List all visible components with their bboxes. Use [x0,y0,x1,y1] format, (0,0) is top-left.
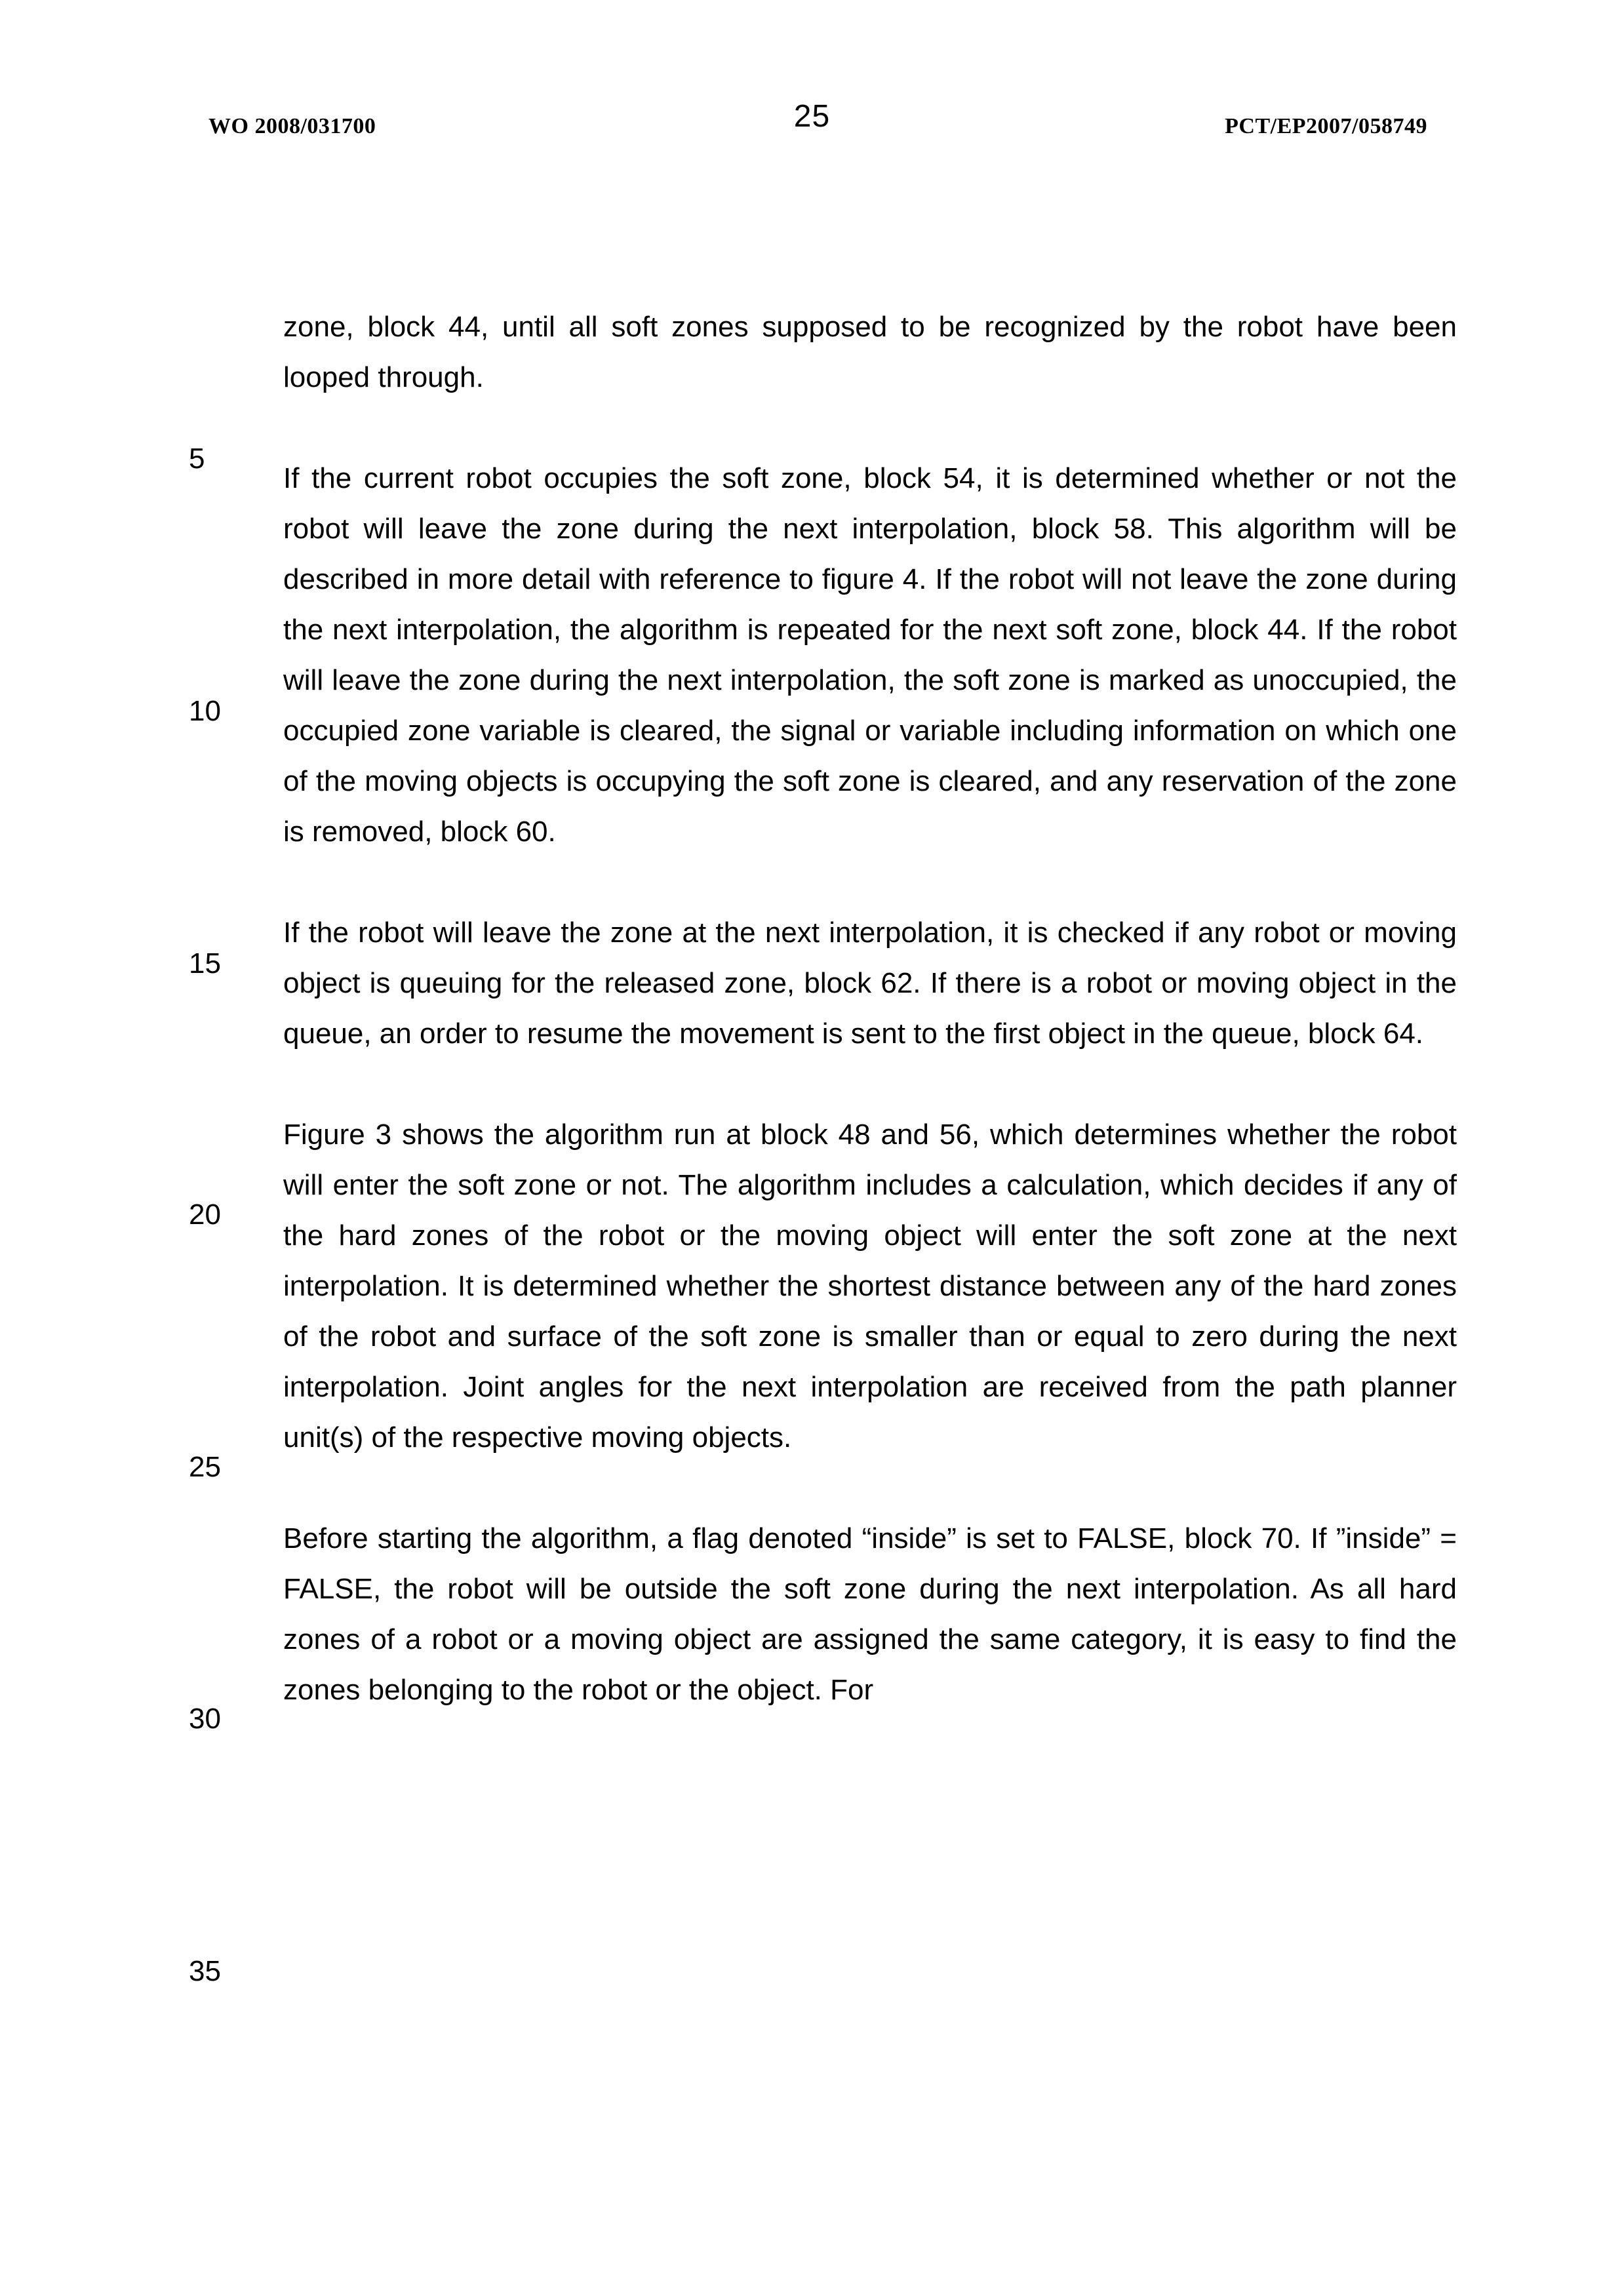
line-number-10: 10 [189,695,221,727]
paragraph-4: Figure 3 shows the algorithm run at block 48 and 56, which determines whether the robot will enter the soft zone or not. The algorithm includes a calculation, which decides if any of the hard zones of the robot or the moving object will enter the soft zone at the next interpolation. It is determined whether the shortest distance between any of the hard zones of the robot and surface of the soft zone is smaller than or equal to zero during the next interpolation. Joint angles for the next interpolation are received from the path planner unit(s) of the respective moving objects. [283,1118,1457,1454]
paragraph-3: If the robot will leave the zone at the next interpolation, it is checked if any robot or moving object is queuing for the released zone, block 62. If there is a robot or moving object in the queue, an order to resume the movement is sent to the first object in the queue, block 64. [283,917,1457,1050]
line-number-5: 5 [189,443,205,475]
line-number-20: 20 [189,1198,221,1231]
text-column [283,302,1457,1715]
application-number: PCT/EP2007/058749 [1225,114,1427,138]
line-number-35: 35 [189,1955,221,1987]
paragraph-2: If the current robot occupies the soft zone, block 54, it is determined whether or not the robot will leave the zone during the next interpolation, block 58. This algorithm will be described in more detail with reference to figure 4. If the robot will not leave the zone during the next interpolation, the algorithm is repeated for the next soft zone, block 44. If the robot will leave the zone during the next interpolation, the soft zone is marked as unoccupied, the occupied zone variable is cleared, the signal or variable including information on which one of the moving objects is occupying the soft zone is cleared, and any reservation of the zone is removed, block 60. [283,462,1457,848]
publication-number: WO 2008/031700 [208,114,376,138]
line-number-30: 30 [189,1703,221,1735]
document-body [0,302,1624,1987]
paragraph-1: zone, block 44, until all soft zones supposed to be recognized by the robot have been looped through. [283,311,1457,393]
page-number: 25 [793,99,831,134]
page-header [0,98,1624,144]
line-number-15: 15 [189,947,221,980]
paragraph-5: Before starting the algorithm, a flag denoted “inside” is set to FALSE, block 70. If ”inside” = FALSE, the robot will be outside the soft zone during the next interpolation. As all hard zones of a robot or a moving object are assigned the same category, it is easy to find the zones belonging to the robot or the object. For [283,1522,1457,1706]
line-number-25: 25 [189,1451,221,1483]
